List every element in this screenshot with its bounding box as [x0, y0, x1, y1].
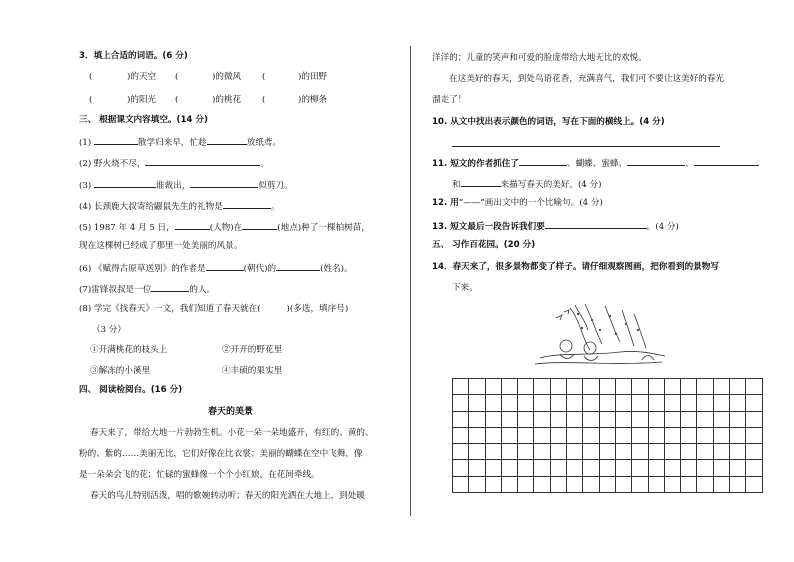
- grid-cell[interactable]: [518, 379, 534, 395]
- grid-cell[interactable]: [534, 476, 550, 492]
- grid-cell[interactable]: [730, 460, 746, 476]
- blank[interactable]: [627, 157, 685, 166]
- grid-cell[interactable]: [567, 395, 583, 411]
- passage-line: 是一朵朵会飞的花；忙碌的蜜蜂像一个个小红娘，在花间牵线。: [79, 470, 320, 480]
- q3-title: 3．填上合适的词语。(6 分): [79, 51, 188, 61]
- grid-cell[interactable]: [746, 460, 762, 476]
- q13: 13. 短文最后一段告诉我们要 。(4 分): [432, 222, 679, 232]
- blank[interactable]: [519, 157, 567, 166]
- grid-cell[interactable]: [648, 476, 664, 492]
- grid-cell[interactable]: [550, 395, 566, 411]
- grid-cell[interactable]: [648, 460, 664, 476]
- blank[interactable]: [206, 262, 244, 271]
- grid-cell[interactable]: [501, 379, 517, 395]
- grid-cell[interactable]: [453, 411, 469, 427]
- column-divider: [410, 46, 411, 516]
- blank[interactable]: [94, 136, 138, 145]
- grid-cell[interactable]: [485, 427, 501, 443]
- grid-cell[interactable]: [615, 476, 631, 492]
- passage-line: 洋洋的；儿童的笑声和可爱的脸庞带给大地无比的欢悦。: [432, 53, 647, 63]
- grid-cell[interactable]: [697, 427, 713, 443]
- section3-title: 三、 根据课文内容填空。(14 分): [79, 115, 208, 125]
- grid-cell[interactable]: [501, 460, 517, 476]
- grid-cell[interactable]: [550, 476, 566, 492]
- section5-title: 五、 习作百花园。(20 分): [432, 240, 536, 250]
- grid-row: [453, 476, 763, 492]
- grid-cell[interactable]: [746, 411, 762, 427]
- grid-cell[interactable]: [583, 427, 599, 443]
- grid-cell[interactable]: [453, 460, 469, 476]
- grid-cell[interactable]: [730, 427, 746, 443]
- grid-cell[interactable]: [550, 444, 566, 460]
- grid-cell[interactable]: [567, 476, 583, 492]
- grid-cell[interactable]: [664, 411, 680, 427]
- grid-cell[interactable]: [583, 411, 599, 427]
- grid-cell[interactable]: [615, 444, 631, 460]
- fill-line-4: (4) 长颈鹿大叔寄给鼹鼠先生的礼物是 。: [79, 202, 280, 212]
- grid-cell[interactable]: [632, 411, 648, 427]
- grid-cell[interactable]: [501, 395, 517, 411]
- grid-cell[interactable]: [730, 476, 746, 492]
- grid-cell[interactable]: [567, 411, 583, 427]
- grid-cell[interactable]: [469, 395, 485, 411]
- blank[interactable]: [276, 262, 320, 271]
- grid-cell[interactable]: [632, 427, 648, 443]
- blank[interactable]: [694, 157, 759, 166]
- grid-cell[interactable]: [567, 379, 583, 395]
- grid-cell[interactable]: [730, 411, 746, 427]
- grid-cell[interactable]: [534, 395, 550, 411]
- grid-cell[interactable]: [713, 444, 729, 460]
- grid-cell[interactable]: [567, 427, 583, 443]
- passage-line: 在这美好的春天，到处鸟语花香，充满喜气，我们可不要让这美好的春光: [449, 74, 725, 84]
- grid-cell[interactable]: [615, 427, 631, 443]
- grid-cell[interactable]: [746, 379, 762, 395]
- grid-cell[interactable]: [518, 444, 534, 460]
- grid-cell[interactable]: [518, 427, 534, 443]
- grid-cell[interactable]: [713, 379, 729, 395]
- grid-cell[interactable]: [615, 411, 631, 427]
- blank[interactable]: [94, 179, 156, 188]
- grid-cell[interactable]: [599, 476, 615, 492]
- grid-cell[interactable]: [534, 411, 550, 427]
- grid-cell[interactable]: [469, 427, 485, 443]
- grid-cell[interactable]: [453, 395, 469, 411]
- grid-cell[interactable]: [550, 411, 566, 427]
- grid-cell[interactable]: [632, 395, 648, 411]
- grid-cell[interactable]: [746, 395, 762, 411]
- grid-cell[interactable]: [615, 460, 631, 476]
- grid-cell[interactable]: [599, 379, 615, 395]
- grid-cell[interactable]: [534, 460, 550, 476]
- grid-cell[interactable]: [534, 444, 550, 460]
- blank[interactable]: [461, 178, 501, 187]
- grid-cell[interactable]: [681, 411, 697, 427]
- grid-cell[interactable]: [534, 379, 550, 395]
- grid-cell[interactable]: [697, 379, 713, 395]
- grid-cell[interactable]: [599, 444, 615, 460]
- grid-cell[interactable]: [518, 395, 534, 411]
- grid-cell[interactable]: [485, 379, 501, 395]
- passage-line: 春天的鸟儿特别活泼，唱的歌婉转动听；春天的阳光洒在大地上，到处暖: [90, 491, 366, 501]
- grid-cell[interactable]: [746, 427, 762, 443]
- grid-cell[interactable]: [632, 379, 648, 395]
- grid-cell[interactable]: [648, 427, 664, 443]
- grid-row: [453, 411, 763, 427]
- grid-cell[interactable]: [518, 460, 534, 476]
- blank[interactable]: [151, 283, 189, 292]
- grid-row: [453, 444, 763, 460]
- passage-line: 溜走了！: [432, 95, 467, 105]
- blank[interactable]: [545, 220, 647, 229]
- grid-cell[interactable]: [664, 460, 680, 476]
- grid-row: [453, 460, 763, 476]
- grid-cell[interactable]: [469, 444, 485, 460]
- grid-cell[interactable]: [713, 460, 729, 476]
- answer-line[interactable]: [452, 146, 720, 147]
- grid-cell[interactable]: [583, 395, 599, 411]
- grid-cell[interactable]: [501, 476, 517, 492]
- grid-cell[interactable]: [697, 444, 713, 460]
- option-1: ①开满桃花的枝头上: [90, 345, 168, 355]
- grid-cell[interactable]: [485, 444, 501, 460]
- grid-cell[interactable]: [550, 379, 566, 395]
- passage-line: 粉的、紫的……美丽无比，它们好像在比衣裳；美丽的蝴蝶在空中飞舞，像: [79, 449, 363, 459]
- points-note: （3 分）: [92, 325, 126, 335]
- grid-cell[interactable]: [453, 444, 469, 460]
- grid-cell[interactable]: [648, 411, 664, 427]
- grid-cell[interactable]: [713, 427, 729, 443]
- grid-cell[interactable]: [713, 476, 729, 492]
- grid-cell[interactable]: [501, 411, 517, 427]
- grid-cell[interactable]: [485, 460, 501, 476]
- grid-cell[interactable]: [681, 444, 697, 460]
- grid-cell[interactable]: [713, 411, 729, 427]
- grid-cell[interactable]: [485, 476, 501, 492]
- grid-cell[interactable]: [681, 379, 697, 395]
- grid-cell[interactable]: [469, 476, 485, 492]
- grid-cell[interactable]: [615, 395, 631, 411]
- grid-cell[interactable]: [599, 395, 615, 411]
- blank[interactable]: [207, 136, 247, 145]
- grid-cell[interactable]: [681, 427, 697, 443]
- grid-cell[interactable]: [567, 460, 583, 476]
- grid-cell[interactable]: [583, 379, 599, 395]
- section4-title: 四、 阅读检阅台。(16 分): [79, 385, 183, 395]
- grid-cell[interactable]: [453, 427, 469, 443]
- grid-cell[interactable]: [501, 427, 517, 443]
- grid-cell[interactable]: [664, 476, 680, 492]
- grid-cell[interactable]: [664, 379, 680, 395]
- spring-scene-illustration: [530, 300, 670, 372]
- fill-line-5-cont: 现在这棵树已经成了那里一处美丽的风景。: [79, 241, 243, 251]
- grid-cell[interactable]: [550, 427, 566, 443]
- grid-cell[interactable]: [567, 444, 583, 460]
- option-3: ③解冻的小溪里: [90, 366, 151, 376]
- grid-cell[interactable]: [730, 379, 746, 395]
- grid-cell[interactable]: [453, 476, 469, 492]
- grid-cell[interactable]: [453, 379, 469, 395]
- grid-cell[interactable]: [469, 460, 485, 476]
- grid-row: [453, 427, 763, 443]
- q11-cont: 和 来描写春天的美好。(4 分): [452, 180, 602, 190]
- writing-grid[interactable]: [452, 378, 763, 493]
- grid-cell[interactable]: [746, 444, 762, 460]
- grid-cell[interactable]: [648, 395, 664, 411]
- grid-cell[interactable]: [632, 460, 648, 476]
- blank[interactable]: [242, 221, 277, 230]
- grid-cell[interactable]: [485, 411, 501, 427]
- q14: 14．春天来了，很多景物都变了样子。请仔细观察图画，把你看到的景物写: [432, 262, 719, 272]
- grid-cell[interactable]: [469, 411, 485, 427]
- fill-line-5: (5) 1987 年 4 月 5 日， (人物)在 (地点)种了一棵柏树苗，: [79, 223, 370, 233]
- fill-line-1: (1) 散学归来早，忙趁 放纸鸢。: [79, 138, 282, 148]
- fill-line-6: (6) 《赋得古原草送别》的作者是 (朝代)的 (姓名)。: [79, 264, 353, 274]
- grid-cell[interactable]: [648, 379, 664, 395]
- grid-row: [453, 379, 763, 395]
- grid-cell[interactable]: [599, 411, 615, 427]
- grid-cell[interactable]: [550, 460, 566, 476]
- option-2: ②开开的野花里: [222, 345, 283, 355]
- grid-cell[interactable]: [681, 395, 697, 411]
- grid-cell[interactable]: [713, 395, 729, 411]
- grid-cell[interactable]: [632, 476, 648, 492]
- q12: 12. 用“——”画出文中的一个比喻句。(4 分): [432, 198, 603, 208]
- q14-cont: 下来。: [452, 283, 478, 293]
- passage-line: 春天来了，带给大地一片勃勃生机。小花一朵一朵地盛开，有红的、黄的、: [90, 428, 374, 438]
- grid-cell[interactable]: [746, 476, 762, 492]
- grid-cell[interactable]: [730, 395, 746, 411]
- fill-line-3: (3) 谁裁出， 似剪刀。: [79, 181, 293, 191]
- grid-cell[interactable]: [534, 427, 550, 443]
- grid-cell[interactable]: [697, 411, 713, 427]
- grid-cell[interactable]: [697, 395, 713, 411]
- blank[interactable]: [223, 200, 271, 209]
- option-4: ④丰硕的果实里: [222, 366, 283, 376]
- blank[interactable]: [145, 157, 260, 166]
- grid-cell[interactable]: [485, 395, 501, 411]
- grid-cell[interactable]: [681, 476, 697, 492]
- grid-cell[interactable]: [518, 411, 534, 427]
- fill-line-8: (8) 学完《找春天》一文，我们知道了春天就在( )(多选，填序号): [79, 304, 349, 314]
- grid-cell[interactable]: [599, 460, 615, 476]
- blank[interactable]: [190, 179, 258, 188]
- grid-cell[interactable]: [599, 427, 615, 443]
- grid-cell[interactable]: [697, 460, 713, 476]
- q10: 10. 从文中找出表示颜色的词语，写在下面的横线上。(4 分): [432, 117, 665, 127]
- grid-cell[interactable]: [730, 444, 746, 460]
- passage-title: 春天的美景: [208, 407, 254, 417]
- grid-cell[interactable]: [501, 444, 517, 460]
- grid-cell[interactable]: [615, 379, 631, 395]
- grid-cell[interactable]: [583, 476, 599, 492]
- grid-cell[interactable]: [664, 427, 680, 443]
- grid-cell[interactable]: [632, 444, 648, 460]
- grid-cell[interactable]: [664, 444, 680, 460]
- grid-row: [453, 395, 763, 411]
- grid-cell[interactable]: [583, 444, 599, 460]
- grid-cell[interactable]: [664, 395, 680, 411]
- q11: 11. 短文的作者抓住了 、蝴蝶、蜜蜂、 、: [432, 157, 759, 170]
- fill-line-7: (7)雷锋叔叔是一位 的人。: [79, 285, 216, 295]
- grid-cell[interactable]: [469, 379, 485, 395]
- grid-cell[interactable]: [583, 460, 599, 476]
- blank[interactable]: [175, 221, 210, 230]
- grid-cell[interactable]: [518, 476, 534, 492]
- fill-line-2: (2) 野火烧不尽， 。: [79, 159, 270, 169]
- grid-cell[interactable]: [648, 444, 664, 460]
- grid-cell[interactable]: [681, 460, 697, 476]
- grid-cell[interactable]: [697, 476, 713, 492]
